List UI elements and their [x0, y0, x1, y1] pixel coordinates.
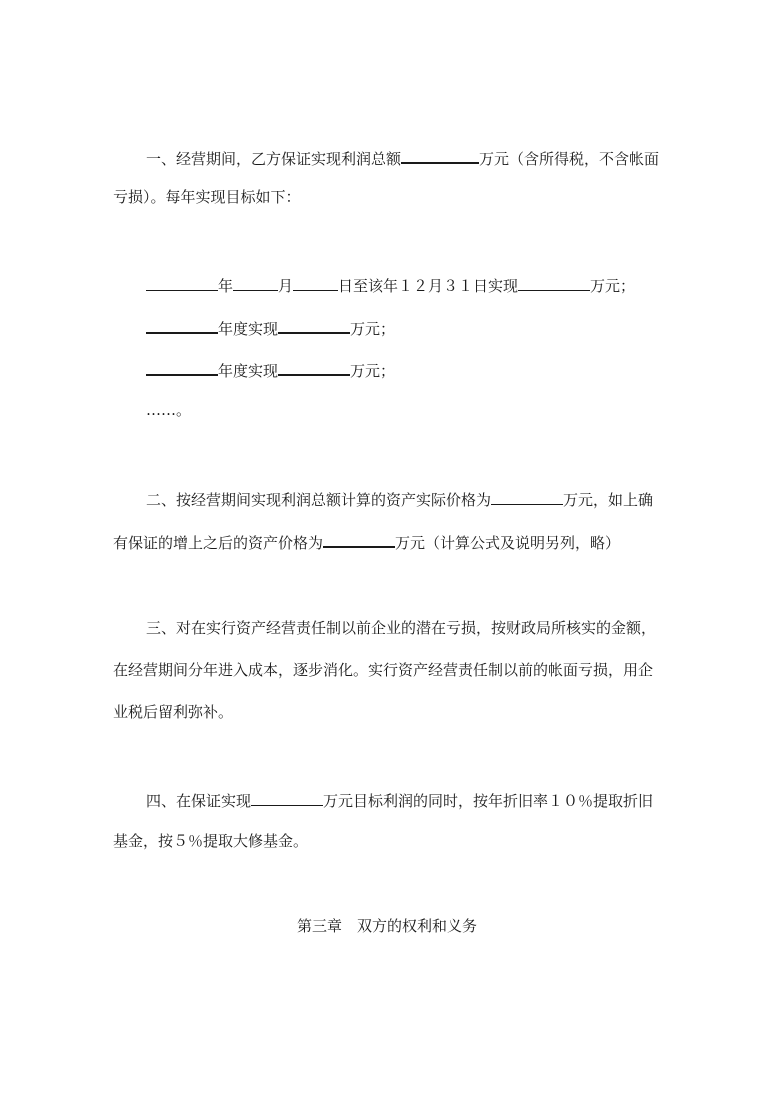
section3-line3: 业税后留利弥补。	[113, 703, 234, 721]
section2-line1-prefix: 二、按经营期间实现利润总额计算的资产实际价格为	[146, 491, 492, 509]
year-label: 年	[218, 277, 234, 295]
section1-line2: 亏损）。每年实现目标如下：	[113, 188, 301, 206]
target-row-1	[146, 274, 635, 294]
section4-line2: 基金，按５％提取大修基金。	[113, 832, 309, 850]
unit-label-3: 万元；	[350, 362, 396, 380]
section2-line1-suffix: 万元，如上确	[563, 491, 654, 509]
section3-line1: 三、对在实行资产经营责任制以前企业的潜在亏损，按财政局所核实的金额，	[146, 619, 657, 637]
asset-price-blank	[491, 488, 563, 505]
day-range-text: 日至该年１２月３１日实现	[338, 277, 519, 295]
target-row-3	[146, 358, 395, 378]
amount-blank-3	[278, 358, 350, 376]
year-blank-3	[146, 358, 218, 376]
section1-line1	[146, 146, 659, 166]
month-label: 月	[278, 277, 294, 295]
section2-line2	[113, 530, 620, 550]
annual-label-3: 年度实现	[218, 362, 279, 380]
section4-line1	[146, 789, 653, 809]
guaranteed-price-blank	[323, 530, 395, 548]
profit-total-blank	[401, 146, 479, 164]
section1-line1-suffix: 万元（含所得税，不含帐面	[479, 150, 660, 168]
section4-line1-suffix: 万元目标利润的同时，按年折旧率１０％提取折旧	[323, 792, 654, 810]
amount-blank-1	[518, 274, 590, 291]
year-blank	[146, 274, 218, 291]
annual-label-2: 年度实现	[218, 320, 279, 338]
unit-label-1: 万元；	[590, 277, 636, 295]
amount-blank-2	[278, 316, 350, 334]
section2-line1	[146, 488, 653, 508]
section2-line2-suffix: 万元（计算公式及说明另列，略）	[395, 534, 621, 552]
chapter-heading: 第三章 双方的权利和义务	[296, 917, 477, 935]
year-blank-2	[146, 316, 218, 334]
target-row-2	[146, 316, 395, 336]
unit-label-2: 万元；	[350, 320, 396, 338]
section3-line2: 在经营期间分年进入成本，逐步消化。实行资产经营责任制以前的帐面亏损，用企	[113, 661, 654, 679]
day-blank	[293, 274, 338, 291]
targets-ellipsis: ……。	[146, 401, 192, 419]
target-profit-blank	[251, 789, 323, 806]
section1-line1-prefix: 一、经营期间，乙方保证实现利润总额	[146, 150, 402, 168]
month-blank	[233, 274, 278, 291]
section4-line1-prefix: 四、在保证实现	[146, 792, 252, 810]
section2-line2-prefix: 有保证的增上之后的资产价格为	[113, 534, 324, 552]
